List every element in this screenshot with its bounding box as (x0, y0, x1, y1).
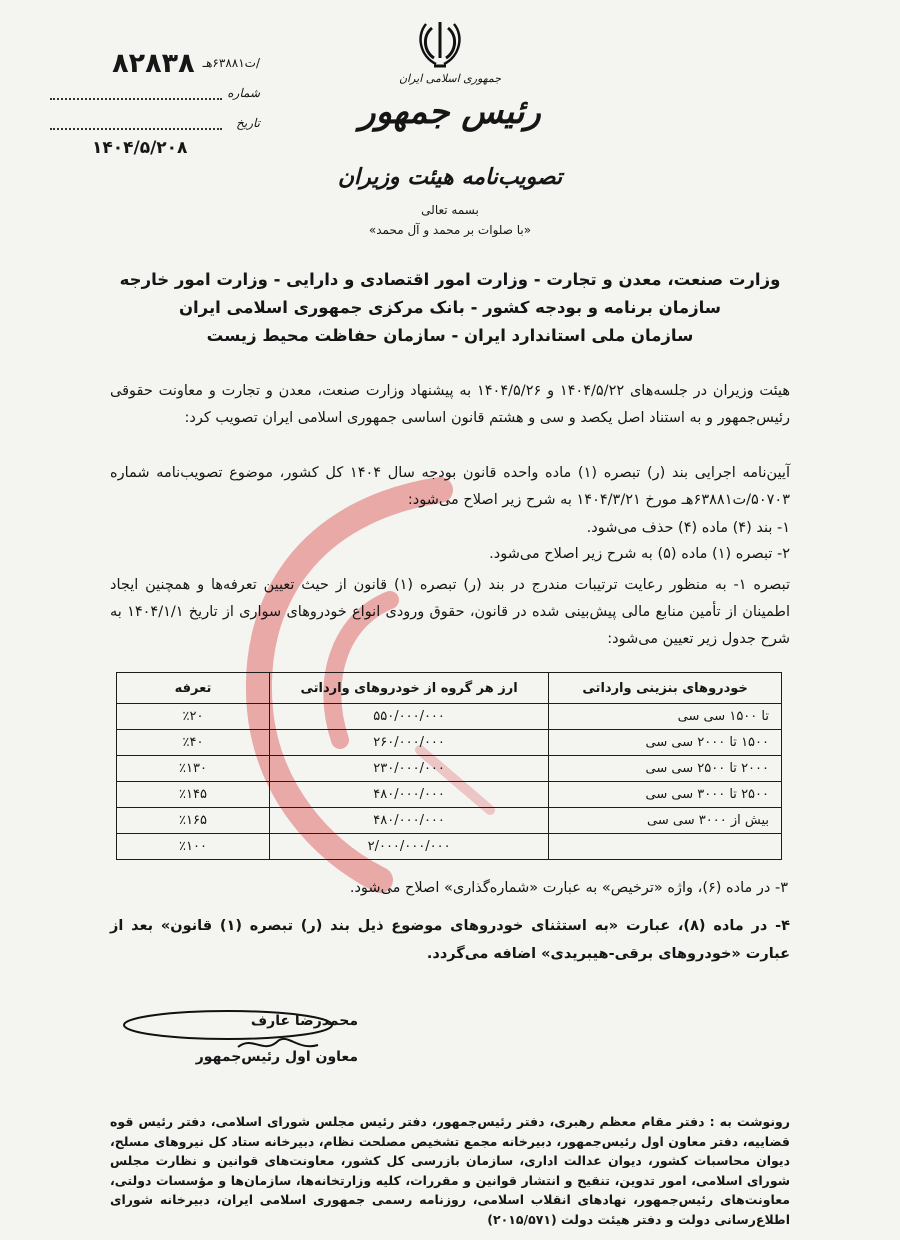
table-row (117, 782, 782, 808)
addressee-line: سازمان ملی استاندارد ایران - سازمان حفاظت محیط زیست (206, 326, 694, 345)
tariff-table (116, 672, 782, 860)
table-row (117, 730, 782, 756)
cc-recipients: دفتر مقام معظم رهبری، دفتر رئیس‌جمهور، دفتر رئیس مجلس شورای اسلامی، دفتر رئیس قوه قضاییه، دفتر معاون اول رئیس‌جمهور، دبیرخانه مجمع تشخیص مصلحت نظام، دبیرخانه ستاد کل نیروهای مسلح، دیوان محاسبات کشور، دیوان عدالت اداری، سازمان بازرسی کل کشور، معاونت‌های قوانین و نظارت مجلس شورای اسلامی، امور تدوین، تنقیح و انتشار قوانین و مقررات، کلیه وزارتخانه‌ها، سازمان‌ها و مؤسسات دولتی، معاونت‌های رئیس‌جمهور، نهادهای انقلاب اسلامی، روزنامه رسمی جمهوری اسلامی ایران، دبیرخانه شورای اطلاع‌رسانی دولت و دفتر هیئت دولت (۲۰۱۵/۵۷۱) (110, 1114, 790, 1227)
tariff-cell: ٪۱۴۵ (117, 782, 270, 808)
table-header-row (117, 673, 782, 704)
value-cell: ۴۸۰/۰۰۰/۰۰۰ (269, 808, 548, 834)
header-vehicle-type: خودروهای بنزینی وارداتی (549, 673, 782, 704)
value-cell: ۴۸۰/۰۰۰/۰۰۰ (269, 782, 548, 808)
vehicle-cell: ۱۵۰۰ تا ۲۰۰۰ سی سی (549, 730, 782, 756)
addressee-line: وزارت صنعت، معدن و تجارت - وزارت امور اقتصادی و دارایی - وزارت امور خارجه (119, 270, 781, 289)
table-row (117, 756, 782, 782)
iran-emblem-icon (418, 18, 462, 70)
vehicle-cell: بیش از ۳۰۰۰ سی سی (549, 808, 782, 834)
office-title: رئیس جمهور (359, 92, 541, 132)
reference-prefix: /ت۶۳۸۸۱هـ (202, 56, 260, 70)
serial-number: ۸۲۸۳۸ (112, 47, 195, 79)
document-type-title: تصویب‌نامه هیئت وزیران (337, 164, 563, 190)
table-row (117, 808, 782, 834)
carbon-copy-block: رونوشت به : دفتر مقام معظم رهبری، دفتر رئیس‌جمهور، دفتر رئیس مجلس شورای اسلامی، دفتر رئیس قوه قضاییه، دفتر معاون اول رئیس‌جمهور، دبیرخانه مجمع تشخیص مصلحت نظام، دبیرخانه ستاد کل نیروهای مسلح، دیوان محاسبات کشور، دیوان عدالت اداری، سازمان بازرسی کل کشور، معاونت‌های قوانین و نظارت مجلس شورای اسلامی، امور تدوین، تنقیح و انتشار قوانین و مقررات، کلیه وزارتخانه‌ها، سازمان‌ها و مؤسسات دولتی، معاونت‌های رئیس‌جمهور، نهادهای انقلاب اسلامی، روزنامه رسمی جمهوری اسلامی ایران، دبیرخانه شورای اطلاع‌رسانی دولت و دفتر هیئت دولت (۲۰۱۵/۵۷۱) (110, 1114, 790, 1227)
vehicle-cell: ۲۰۰۰ تا ۲۵۰۰ سی سی (549, 756, 782, 782)
header-currency-value: ارز هر گروه از خودروهای وارداتی (269, 673, 548, 704)
invocation: بسمه تعالی (421, 203, 479, 217)
amendment-item-4: ۴- در ماده (۸)، عبارت «به استثنای خودروهای موضوع ذیل بند (ر) تبصره (۱) قانون» بعد از عبارت «خودروهای برقی-هیبریدی» اضافه می‌گردد. (110, 918, 790, 962)
table-row (117, 834, 782, 860)
signatory-name: محمدرضا عارف (250, 1013, 358, 1029)
value-cell: ۲/۰۰۰/۰۰۰/۰۰۰ (269, 834, 548, 860)
note-paragraph: تبصره ۱- به منظور رعایت ترتیبات مندرج در بند (ر) تبصره (۱) قانون از حیث تعیین تعرفه‌ها و همچنین ایجاد اطمینان از تأمین منابع مالی پیش‌بینی شده در قانون، حقوق ورودی انواع خودروهای سواری از تاریخ ۱۴۰۴/۱/۱ به شرح جدول زیر تعیین می‌شود: (110, 577, 791, 647)
date-label: تاریخ (236, 116, 260, 130)
value-cell: ۵۵۰/۰۰۰/۰۰۰ (269, 704, 548, 730)
tariff-cell: ٪۲۰ (117, 704, 270, 730)
amendment-item-1: ۱- بند (۴) ماده (۴) حذف می‌شود. (586, 520, 790, 536)
vehicle-cell: ۲۵۰۰ تا ۳۰۰۰ سی سی (549, 782, 782, 808)
signatory-title: معاون اول رئیس‌جمهور (195, 1049, 358, 1065)
cc-label: رونوشت به (719, 1114, 790, 1129)
amendment-item-2: ۲- تبصره (۱) ماده (۵) به شرح زیر اصلاح می‌شود. (489, 546, 790, 562)
regulation-paragraph: آیین‌نامه اجرایی بند (ر) تبصره (۱) ماده واحده قانون بودجه سال ۱۴۰۴ کل کشور، موضوع تصویب‌نامه شماره ۵۰۷۰۳/ت۶۳۸۸۱هـ مورخ ۱۴۰۴/۳/۲۱ به شرح زیر اصلاح می‌شود: (110, 465, 790, 508)
salawat-line: «با صلوات بر محمد و آل محمد» (368, 223, 532, 237)
tariff-cell: ٪۴۰ (117, 730, 270, 756)
vehicle-cell (549, 834, 782, 860)
value-cell: ۲۳۰/۰۰۰/۰۰۰ (269, 756, 548, 782)
header-tariff: تعرفه (117, 673, 270, 704)
tariff-cell: ٪۱۰۰ (117, 834, 270, 860)
value-cell: ۲۶۰/۰۰۰/۰۰۰ (269, 730, 548, 756)
tariff-cell: ٪۱۳۰ (117, 756, 270, 782)
preamble-paragraph: هیئت وزیران در جلسه‌های ۱۴۰۴/۵/۲۲ و ۱۴۰۴/۵/۲۶ به پیشنهاد وزارت صنعت، معدن و تجارت و معاونت حقوقی رئیس‌جمهور و به استناد اصل یکصد و سی و هشتم قانون اساسی جمهوری اسلامی ایران تصویب کرد: (110, 383, 790, 426)
table-row (117, 704, 782, 730)
addressee-line: سازمان برنامه و بودجه کشور - بانک مرکزی جمهوری اسلامی ایران (178, 298, 722, 317)
number-label: شماره (227, 86, 260, 100)
addressees-block (0, 266, 900, 350)
vehicle-cell: تا ۱۵۰۰ سی سی (549, 704, 782, 730)
signature-block (118, 1005, 358, 1075)
date-value: ۱۴۰۴/۵/۲۰۸ (92, 138, 188, 158)
tariff-cell: ٪۱۶۵ (117, 808, 270, 834)
amendment-item-3: ۳- در ماده (۶)، واژه «ترخیص» به عبارت «شماره‌گذاری» اصلاح می‌شود. (349, 880, 788, 896)
country-name: جمهوری اسلامی ایران (398, 72, 502, 85)
